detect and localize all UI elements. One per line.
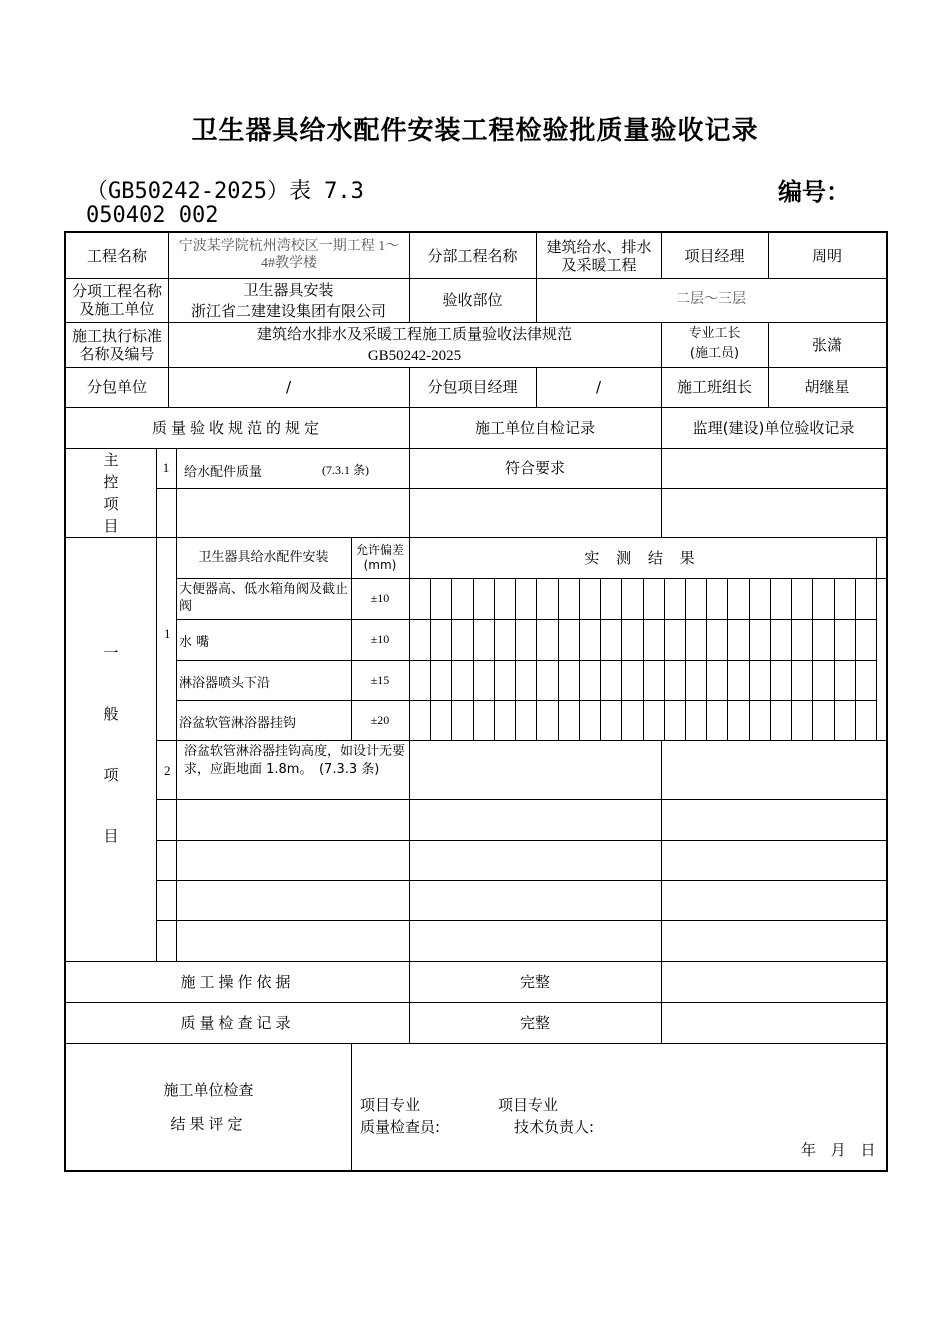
main-item-result: 符合要求 [504,459,565,477]
grid-line [643,578,644,740]
self-check-column-header: 施工单位自检记录 [474,418,595,437]
record-label: 质量检查记录 [180,1013,295,1032]
main-control-char: 目 [103,517,119,535]
row-tolerance: ±10 [370,591,390,606]
foreman-label-sub: (施工员) [689,346,740,362]
spec-column-header: 质量验收规范的规定 [151,418,323,437]
standard-label: 施工执行标准名称及编号 [71,326,162,363]
grid-line [706,578,707,740]
record-code: 050402 002 [86,203,219,228]
tolerance-header: 允许偏差(mm) [355,543,404,572]
inspector-label: 项目专业 [360,1096,421,1114]
row-name: 浴盆软管淋浴器挂钩 [179,716,297,731]
subdivision-label: 分部工程名称 [427,246,518,265]
foreman-label: 专业工长 [688,326,741,342]
general-item1-number: 1 [164,626,171,641]
grid-line [685,578,686,740]
row-name: 大便器高、低水箱角阀及截止阀 [179,582,349,614]
main-item-text: 给水配件质量 [184,465,263,480]
sub-pm-label: 分包项目经理 [427,378,518,396]
subitem-value: 卫生器具安装 [243,281,334,299]
general-items-label [66,537,156,961]
basis-value: 完整 [519,972,550,991]
grid-line [855,578,856,740]
subdivision-value: 建筑给水、排水及采暖工程 [546,238,652,274]
inspection-form [64,231,888,1172]
supervision-column-header: 监理(建设)单位验收记录 [692,418,855,437]
project-name-label: 工程名称 [86,246,147,265]
project-name-value: 宁波某学院杭州湾校区一期工程 1～4#教学楼 [178,239,400,271]
inspector-label-2: 质量检查员: [360,1118,441,1136]
sub-pm-value: / [595,378,602,396]
grid-line [727,578,728,740]
main-control-char: 项 [103,495,119,513]
standard-code: （GB50242-2025）表 7.3 [86,179,364,204]
row-tolerance: ±10 [370,632,390,647]
grid-line [621,578,622,740]
grid-line [451,578,452,740]
grid-line [515,578,516,740]
team-leader-value: 胡继星 [804,378,850,396]
tech-lead-label: 项目专业 [498,1096,559,1114]
basis-label: 施工操作依据 [180,972,295,991]
acceptance-part-value: 二层～三层 [676,291,746,307]
subcontractor-value: / [285,378,292,396]
row-tolerance: ±15 [370,673,390,688]
grid-line [600,578,601,740]
evaluation-label-2: 结果评定 [170,1115,247,1133]
page-title: 卫生器具给水配件安装工程检验批质量验收记录 [191,116,759,146]
team-leader-label: 施工班组长 [676,378,752,396]
record-value: 完整 [519,1013,550,1032]
grid-line [558,578,559,740]
general-item2-text: 浴盆软管淋浴器挂钩高度，如设计无要求，应距地面 1.8m。 (7.3.3 条) [184,744,406,777]
main-control-char: 控 [103,473,119,491]
general-char: 一 [103,644,119,662]
row-name: 淋浴器喷头下沿 [179,676,271,691]
grid-line [579,578,580,740]
date-field: 年 月 日 [801,1141,876,1159]
standard-name: 建筑给水排水及采暖工程施工质量验收法律规范 [256,325,572,343]
pm-label: 项目经理 [684,246,745,265]
general-item2-number: 2 [164,763,171,778]
grid-line [749,578,750,740]
tech-lead-label-2: 技术负责人: [514,1118,595,1136]
grid-line [834,578,835,740]
grid-line [791,578,792,740]
main-control-label [66,448,156,537]
grid-line [473,578,474,740]
row-name: 水 嘴 [179,635,210,650]
general-char: 般 [103,705,119,723]
measured-results-header: 实 测 结 果 [584,548,701,567]
grid-line [536,578,537,740]
acceptance-part-label: 验收部位 [442,291,503,309]
main-item-number: 1 [162,460,170,476]
main-control-char: 主 [103,451,119,469]
grid-line [812,578,813,740]
main-item-clause: (7.3.1 条) [322,463,369,477]
subitem-label: 分项工程名称及施工单位 [71,282,162,318]
grid-line [664,578,665,740]
pm-value: 周明 [811,246,842,265]
standard-code-value: GB50242-2025 [367,348,462,364]
subcontractor-label: 分包单位 [86,378,147,396]
grid-line [770,578,771,740]
number-label: 编号： [778,178,850,206]
row-tolerance: ±20 [370,712,390,727]
construction-unit: 浙江省二建建设集团有限公司 [190,302,386,320]
evaluation-label: 施工单位检查 [163,1081,254,1099]
grid-line [430,578,431,740]
general-table-header: 卫生器具给水配件安装 [198,549,329,565]
foreman-value: 张潇 [811,335,842,354]
grid-line [494,578,495,740]
general-char: 目 [103,827,119,845]
general-char: 项 [103,766,119,784]
